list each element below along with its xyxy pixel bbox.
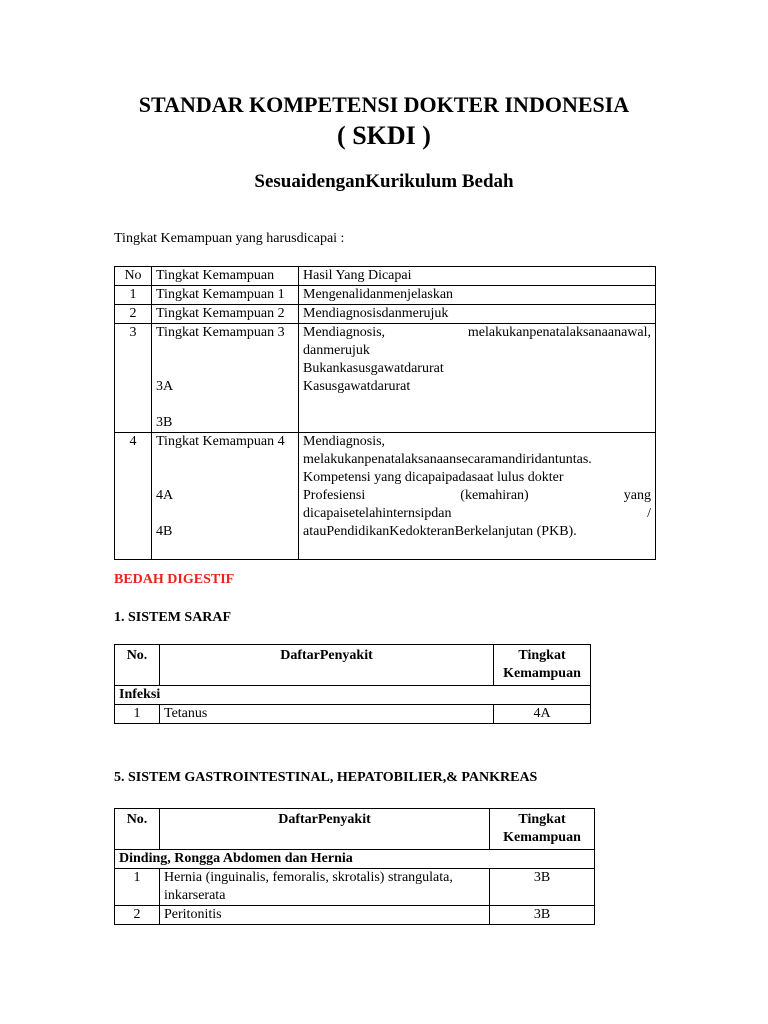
row-result bbox=[299, 324, 656, 433]
result-line: Mendiagnosis, bbox=[303, 434, 386, 449]
row-no: 3 bbox=[115, 324, 152, 433]
header-disease: DaftarPenyakit bbox=[160, 809, 490, 850]
header-no: No. bbox=[115, 809, 160, 850]
result-line bbox=[303, 487, 651, 505]
intro-text: Tingkat Kemampuan yang harusdicapai : bbox=[114, 231, 345, 246]
header-result: Hasil Yang Dicapai bbox=[299, 267, 656, 286]
row-level bbox=[152, 324, 299, 433]
row-disease: Hernia (inguinalis, femoralis, skrotalis) strangulata, inkarserata bbox=[160, 869, 490, 906]
table-row bbox=[115, 433, 656, 560]
table-row bbox=[115, 705, 591, 724]
level-sub-a: 4A bbox=[156, 488, 174, 503]
document-subtitle: SesuaidenganKurikulum Bedah bbox=[254, 171, 514, 192]
table-row bbox=[115, 324, 656, 433]
result-text: Profesiensi bbox=[303, 488, 366, 503]
result-text: dicapaisetelahinternsipdan bbox=[303, 506, 452, 521]
row-no: 1 bbox=[115, 869, 160, 906]
row-level bbox=[152, 433, 299, 560]
section-heading-digestif: BEDAH DIGESTIF bbox=[114, 572, 235, 587]
header-level-line: Kemampuan bbox=[503, 666, 581, 681]
result-line: danmerujuk bbox=[303, 343, 370, 358]
level-name: Tingkat Kemampuan 4 bbox=[156, 434, 285, 449]
document-title: STANDAR KOMPETENSI DOKTER INDONESIA bbox=[138, 92, 630, 117]
level-sub-b: 3B bbox=[156, 415, 173, 430]
result-line bbox=[303, 324, 651, 342]
table-row bbox=[115, 286, 656, 305]
result-text: / bbox=[647, 506, 651, 521]
category-label: Infeksi bbox=[115, 686, 591, 705]
table-header-row bbox=[115, 645, 591, 686]
disease-table-saraf bbox=[114, 644, 591, 724]
category-label: Dinding, Rongga Abdomen dan Hernia bbox=[115, 850, 595, 869]
header-no: No. bbox=[115, 645, 160, 686]
category-row bbox=[115, 686, 591, 705]
result-line: atauPendidikanKedokteranBerkelanjutan (PKB). bbox=[303, 524, 577, 539]
result-line: Kasusgawatdarurat bbox=[303, 379, 411, 394]
section-heading-saraf: 1. SISTEM SARAF bbox=[114, 610, 232, 625]
row-no: 4 bbox=[115, 433, 152, 560]
level-sub-a: 3A bbox=[156, 379, 174, 394]
result-text: yang bbox=[623, 488, 651, 503]
level-sub-b: 4B bbox=[156, 524, 173, 539]
table-row bbox=[115, 305, 656, 324]
table-row bbox=[115, 906, 595, 925]
row-level: Tingkat Kemampuan 1 bbox=[152, 286, 299, 305]
header-no: No bbox=[115, 267, 152, 286]
result-text: Mendiagnosis, bbox=[303, 325, 386, 340]
document-title-abbreviation: ( SKDI ) bbox=[337, 121, 431, 150]
result-text: (kemahiran) bbox=[460, 488, 529, 503]
row-no: 2 bbox=[115, 305, 152, 324]
row-result bbox=[299, 433, 656, 560]
row-disease: Peritonitis bbox=[160, 906, 490, 925]
header-level-line: Kemampuan bbox=[503, 830, 581, 845]
result-line bbox=[303, 505, 651, 523]
result-line: Bukankasusgawatdarurat bbox=[303, 361, 444, 376]
row-result: Mengenalidanmenjelaskan bbox=[299, 286, 656, 305]
category-row bbox=[115, 850, 595, 869]
row-level: Tingkat Kemampuan 2 bbox=[152, 305, 299, 324]
header-level-line: Tingkat bbox=[518, 648, 566, 663]
row-level: 3B bbox=[490, 869, 595, 906]
table-row bbox=[115, 869, 595, 906]
row-disease: Tetanus bbox=[160, 705, 494, 724]
disease-table-gastro bbox=[114, 808, 595, 925]
header-level: Tingkat Kemampuan bbox=[152, 267, 299, 286]
level-name: Tingkat Kemampuan 3 bbox=[156, 325, 285, 340]
result-line: melakukanpenatalaksanaansecaramandiridantuntas. bbox=[303, 452, 592, 467]
table-header-row bbox=[115, 809, 595, 850]
section-heading-gastro: 5. SISTEM GASTROINTESTINAL, HEPATOBILIER,& PANKREAS bbox=[114, 770, 538, 785]
table-header-row bbox=[115, 267, 656, 286]
header-level-line: Tingkat bbox=[518, 812, 566, 827]
competency-levels-table bbox=[114, 266, 656, 560]
result-line: Kompetensi yang dicapaipadasaat lulus dokter bbox=[303, 470, 564, 485]
row-result: Mendiagnosisdanmerujuk bbox=[299, 305, 656, 324]
row-no: 1 bbox=[115, 286, 152, 305]
row-no: 1 bbox=[115, 705, 160, 724]
header-level bbox=[490, 809, 595, 850]
result-text: melakukanpenatalaksanaanawal, bbox=[467, 325, 651, 340]
header-level bbox=[494, 645, 591, 686]
header-disease: DaftarPenyakit bbox=[160, 645, 494, 686]
row-level: 3B bbox=[490, 906, 595, 925]
row-no: 2 bbox=[115, 906, 160, 925]
row-level: 4A bbox=[494, 705, 591, 724]
